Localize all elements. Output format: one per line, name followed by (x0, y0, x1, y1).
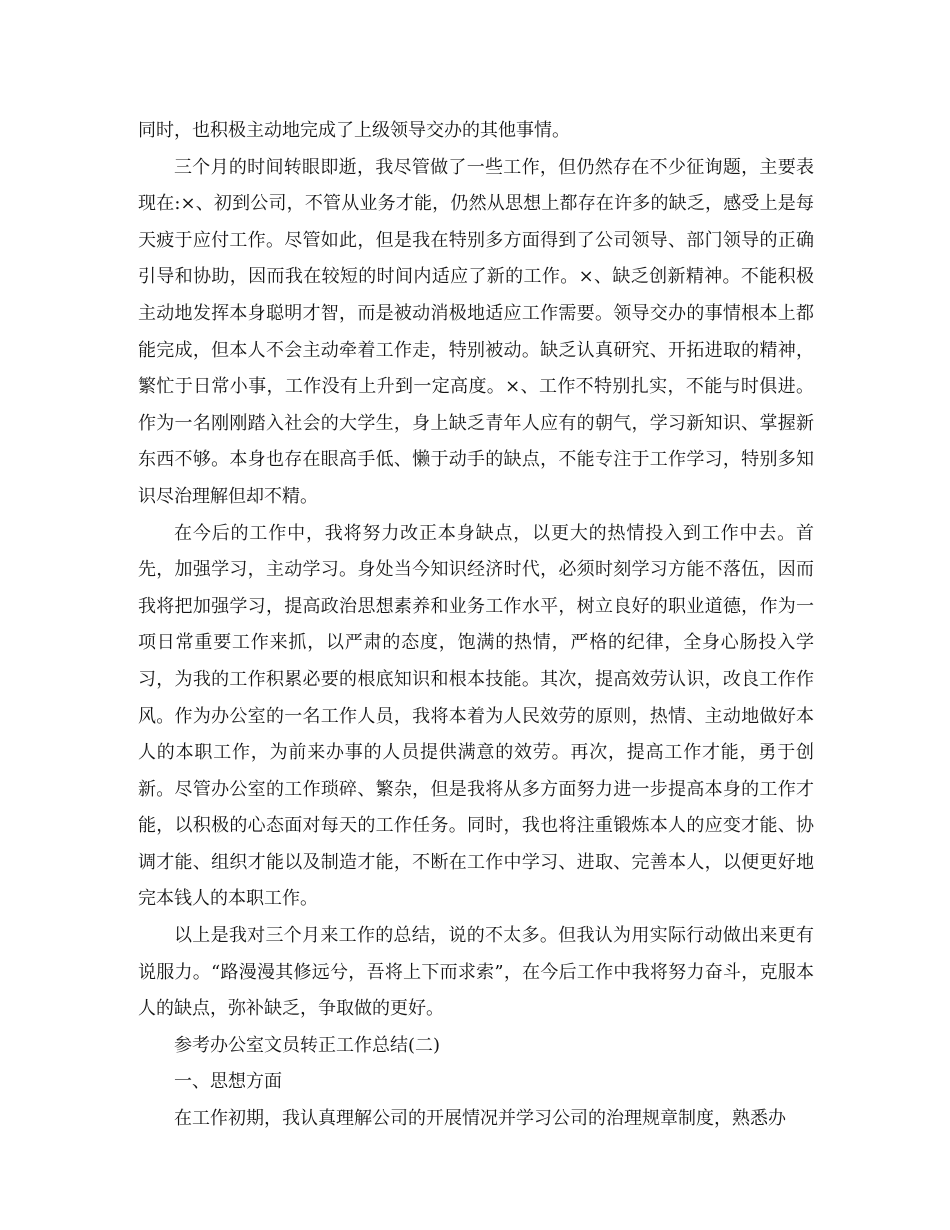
paragraph-4: 以上是我对三个月来工作的总结，说的不太多。但我认为用实际行动做出来更有说服力。“路漫漫其修远兮，吾将上下而求索”，在今后工作中我将努力奋斗，克服本人的缺点，弥补缺乏，争取做的更好。 (138, 925, 814, 1020)
paragraph-2: 三个月的时间转眼即逝，我尽管做了一些工作，但仍然存在不少征询题，主要表现在:×、初到公司，不管从业务才能，仍然从思想上都存在许多的缺乏，感受上是每天疲于应付工作。尽管如此，但是我在特别多方面得到了公司领导、部门领导的正确引导和协助，因而我在较短的时间内适应了新的工作。×、缺乏创新精神。不能积极主动地发挥本身聪明才智，而是被动消极地适应工作需要。领导交办的事情根本上都能完成，但本人不会主动牵着工作走，特别被动。缺乏认真研究、开拓进取的精神，繁忙于日常小事，工作没有上升到一定高度。×、工作不特别扎实，不能与时俱进。作为一名刚刚踏入社会的大学生，身上缺乏青年人应有的朝气，学习新知识、掌握新东西不够。本身也存在眼高手低、懒于动手的缺点，不能专注于工作学习，特别多知识尽治理解但却不精。 (138, 156, 814, 507)
paragraph-1: 同时，也积极主动地完成了上级领导交办的其他事情。 (138, 120, 570, 141)
paragraph-3: 在今后的工作中，我将努力改正本身缺点，以更大的热情投入到工作中去。首先，加强学习，主动学习。身处当今知识经济时代，必须时刻学习方能不落伍，因而我将把加强学习，提高政治思想素养和业务工作水平，树立良好的职业道德，作为一项日常重要工作来抓，以严肃的态度，饱满的热情，严格的纪律，全身心肠投入学习，为我的工作积累必要的根底知识和根本技能。其次，提高效劳认识，改良工作作风。作为办公室的一名工作人员，我将本着为人民效劳的原则，热情、主动地做好本人的本职工作，为前来办事的人员提供满意的效劳。再次，提高工作才能，勇于创新。尽管办公室的工作琐碎、繁杂，但是我将从多方面努力进一步提高本身的工作才能，以积极的心态面对每天的工作任务。同时，我也将注重锻炼本人的应变才能、协调才能、组织才能以及制造才能，不断在工作中学习、进取、完善本人，以便更好地完本钱人的本职工作。 (138, 522, 814, 910)
subsection-heading: 一、思想方面 (174, 1071, 282, 1093)
document-body (138, 113, 814, 1138)
paragraph-5: 在工作初期，我认真理解公司的开展情况并学习公司的治理规章制度，熟悉办 (174, 1108, 786, 1130)
section-title: 参考办公室文员转正工作总结(二) (174, 1034, 441, 1056)
